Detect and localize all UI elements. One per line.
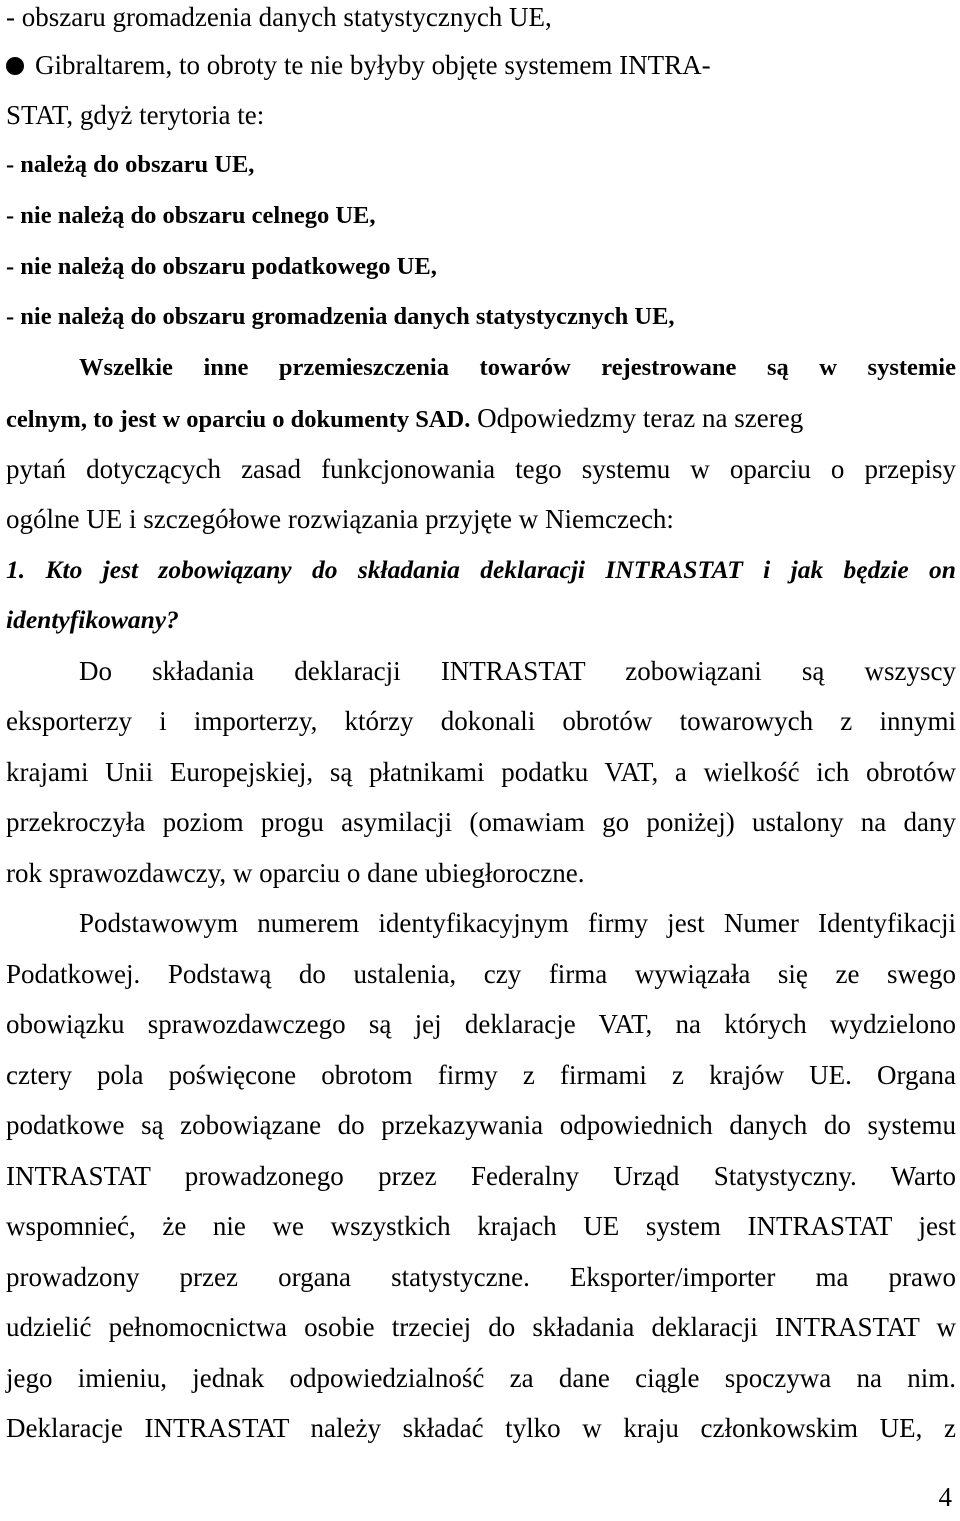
bold-sentence: celnym, to jest w oparciu o dokumenty SAD. xyxy=(6,406,471,433)
text-line: jego imieniu, jednak odpowiedzialność za dane ciągle spoczywa na nim. xyxy=(6,1363,956,1393)
text-line: obowiązku sprawozdawczego są jej deklaracje VAT, na których wydzielono xyxy=(6,1009,956,1039)
text-line: eksporterzy i importerzy, którzy dokonali obrotów towarowych z innymi xyxy=(6,706,956,736)
text-line: INTRASTAT prowadzonego przez Federalny Urząd Statystyczny. Warto xyxy=(6,1161,956,1191)
text-line: ogólne UE i szczegółowe rozwiązania przyjęte w Niemczech: xyxy=(6,504,674,534)
page-number: 4 xyxy=(938,1482,952,1512)
text-line: - obszaru gromadzenia danych statystycznych UE, xyxy=(6,2,552,32)
bullet-icon xyxy=(6,57,24,75)
text-line: Do składania deklaracji INTRASTAT zobowiązani są wszyscy xyxy=(79,656,956,686)
question-heading: 1. Kto jest zobowiązany do składania deklaracji INTRASTAT i jak będzie on xyxy=(6,555,956,584)
text-line: pytań dotyczących zasad funkcjonowania tego systemu w oparciu o przepisy xyxy=(6,454,956,484)
text-segment: Odpowiedzmy teraz na szereg xyxy=(470,403,804,433)
text-line-mixed xyxy=(6,401,956,437)
text-line: Podatkowej. Podstawą do ustalenia, czy firma wywiązała się ze swego xyxy=(6,959,956,989)
text-line: prowadzony przez organa statystyczne. Eksporter/importer ma prawo xyxy=(6,1262,956,1292)
text-line: przekroczyła poziom progu asymilacji (omawiam go poniżej) ustalony na dany xyxy=(6,807,956,837)
text-line: - nie należą do obszaru celnego UE, xyxy=(6,202,376,229)
text-line: Deklaracje INTRASTAT należy składać tylko w kraju członkowskim UE, z xyxy=(6,1413,956,1443)
text-line: STAT, gdyż terytoria te: xyxy=(6,100,265,130)
question-heading: identyfikowany? xyxy=(6,605,179,634)
text-line: wspomnieć, że nie we wszystkich krajach UE system INTRASTAT jest xyxy=(6,1211,956,1241)
text-line: - należą do obszaru UE, xyxy=(6,151,255,178)
text-line: - nie należą do obszaru podatkowego UE, xyxy=(6,253,437,280)
text-line: udzielić pełnomocnictwa osobie trzeciej do składania deklaracji INTRASTAT w xyxy=(6,1312,956,1342)
text-line: cztery pola poświęcone obrotom firmy z firmami z krajów UE. Organa xyxy=(6,1060,956,1090)
text-line: Gibraltarem, to obroty te nie byłyby objęte systemem INTRA- xyxy=(35,50,711,80)
text-line: podatkowe są zobowiązane do przekazywania odpowiednich danych do systemu xyxy=(6,1110,956,1140)
text-line: krajami Unii Europejskiej, są płatnikami podatku VAT, a wielkość ich obrotów xyxy=(6,757,956,787)
text-line: Podstawowym numerem identyfikacyjnym firmy jest Numer Identyfikacji xyxy=(79,908,956,938)
bullet-item xyxy=(6,48,956,82)
text-line: rok sprawozdawczy, w oparciu o dane ubiegłoroczne. xyxy=(6,858,585,888)
text-line: Wszelkie inne przemieszczenia towarów rejestrowane są w systemie xyxy=(79,354,956,381)
text-line: - nie należą do obszaru gromadzenia danych statystycznych UE, xyxy=(6,303,675,330)
